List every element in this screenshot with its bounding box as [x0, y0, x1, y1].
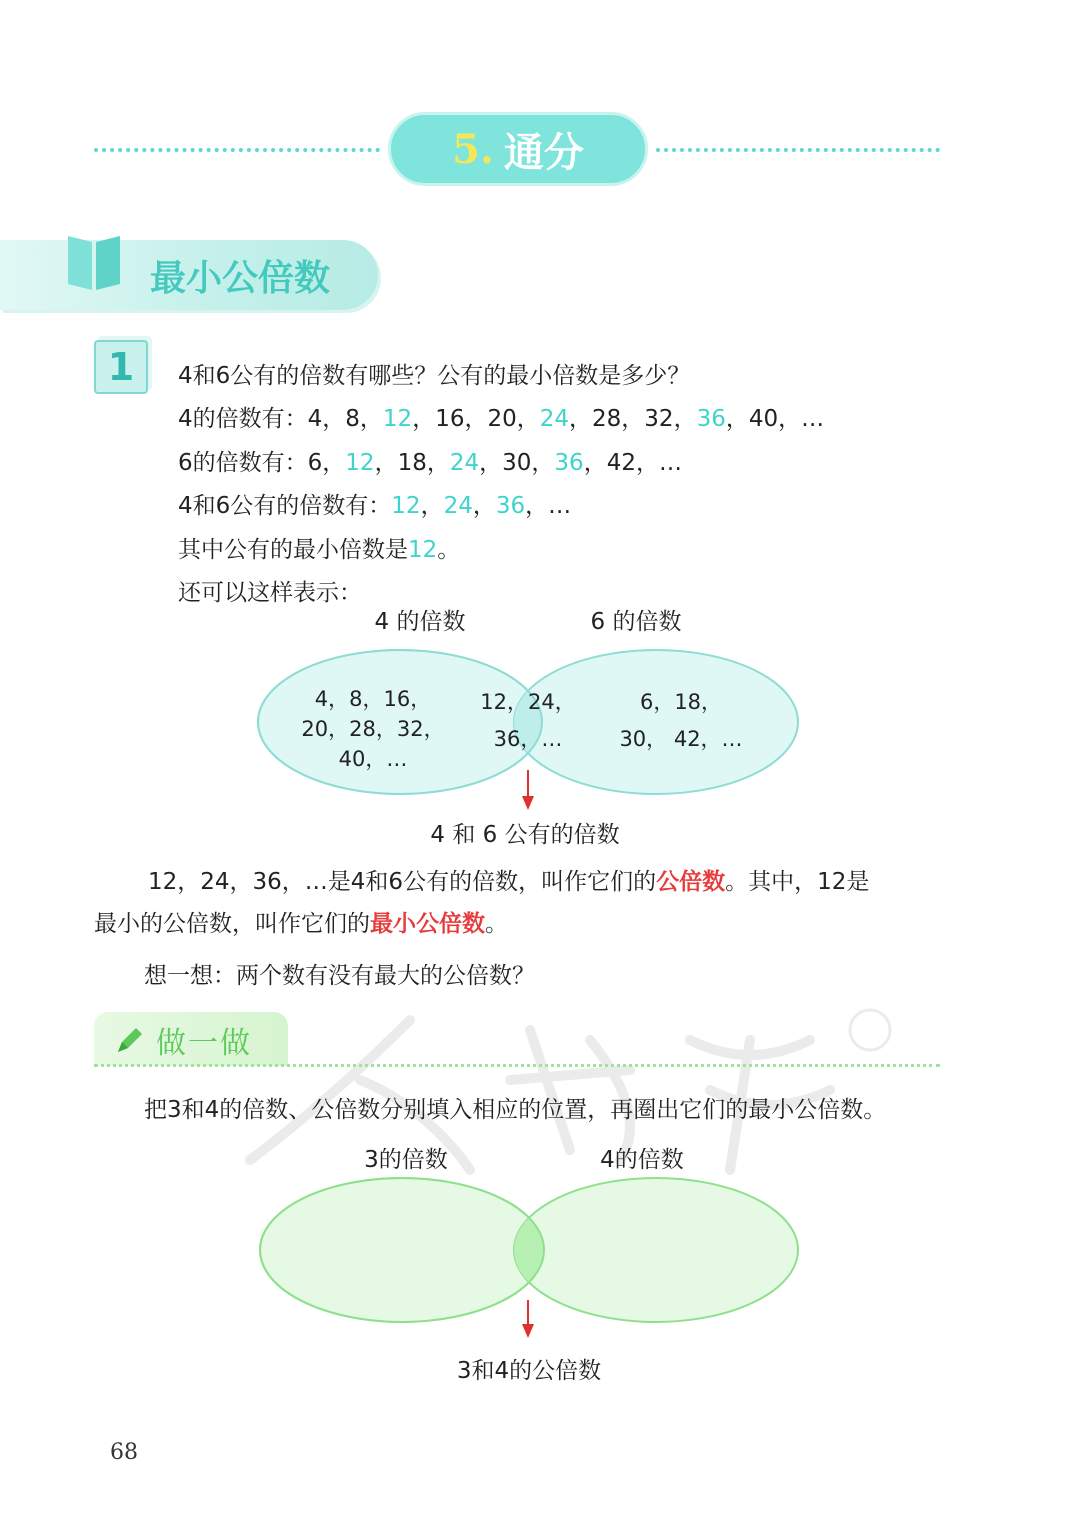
alt-representation-text: 还可以这样表示： — [178, 580, 362, 606]
definition-line-2: 最小的公倍数，叫作它们的最小公倍数。 — [94, 911, 508, 937]
common-multiples-prefix: 4和6公有的倍数有： — [178, 493, 392, 519]
m4-item-common: 12 — [382, 406, 413, 432]
m4-item: ，16，20， — [412, 406, 540, 432]
multiples-of-4-line — [178, 400, 824, 433]
venn2-label-right: 4的倍数 — [600, 1147, 684, 1173]
multiples-of-6-line — [178, 444, 682, 477]
m4-item: 8， — [345, 406, 383, 432]
pencil-icon — [114, 1024, 146, 1056]
m6-item-common: 24 — [449, 450, 480, 476]
m6-item-common: 12 — [345, 450, 375, 476]
m4-item-common: 24 — [539, 406, 570, 432]
venn1-label-right: 6 的倍数 — [590, 609, 682, 635]
multiples-of-4-prefix: 4的倍数有： — [178, 406, 308, 432]
header-dots-left — [94, 148, 380, 152]
least-common-suffix: 。 — [437, 537, 461, 563]
m6-item: 6， — [307, 450, 346, 476]
venn1-left-only: 4，8，16， 20，28，32， 40，… — [301, 687, 445, 771]
venn2-circle-right — [514, 1178, 798, 1322]
chapter-number: 5. — [452, 125, 494, 173]
example-number-badge: 1 — [94, 340, 148, 394]
multiples-of-6-prefix: 6的倍数有： — [178, 450, 308, 476]
least-common-line — [178, 531, 460, 564]
example-question: 4和6公有的倍数有哪些？公有的最小倍数是多少？ — [178, 363, 691, 389]
venn2-label-left: 3的倍数 — [364, 1147, 448, 1173]
common-item: 12 — [391, 493, 421, 519]
chapter-title-pill — [388, 112, 648, 186]
try-it-divider — [94, 1064, 940, 1067]
venn1-arrow-head — [522, 796, 534, 810]
venn1-overlap-label: 4 和 6 公有的倍数 — [430, 822, 620, 848]
common-item: 36 — [495, 493, 526, 519]
think-question: 想一想：两个数有没有最大的公倍数？ — [144, 963, 535, 989]
venn2-diagram — [250, 1170, 810, 1350]
least-common-prefix: 其中公有的最小倍数是 — [178, 537, 408, 563]
least-common-value: 12 — [408, 537, 438, 563]
try-it-instruction: 把3和4的倍数、公倍数分别填入相应的位置，再圈出它们的最小公倍数。 — [144, 1097, 887, 1123]
publisher-watermark — [210, 1000, 910, 1180]
common-sep: ， — [420, 493, 444, 519]
venn1-right-only: 6，18， 30， 42，… — [619, 690, 743, 751]
venn2-arrow-head — [522, 1324, 534, 1338]
common-sep: ， — [472, 493, 496, 519]
m4-item: ，28，32， — [569, 406, 697, 432]
chapter-title: 通分 — [503, 128, 584, 176]
term-least-common-multiple: 最小公倍数 — [370, 911, 485, 937]
venn1-label-left: 4 的倍数 — [374, 609, 466, 635]
book-icon — [64, 230, 124, 294]
term-common-multiple: 公倍数 — [656, 869, 726, 895]
m4-item: 4， — [307, 406, 346, 432]
m4-item-common: 36 — [696, 406, 726, 432]
page-number: 68 — [110, 1440, 138, 1465]
m4-item: ，40，… — [725, 406, 825, 432]
definition-line-1: 12，24，36，…是4和6公有的倍数，叫作它们的公倍数。其中，12是 — [148, 869, 870, 895]
m6-item: ，42，… — [583, 450, 682, 476]
m6-item: ，18， — [374, 450, 450, 476]
section-title: 最小公倍数 — [150, 257, 331, 299]
venn1-overlap-values: 12，24， 36，… — [480, 690, 576, 751]
common-sep: ，… — [525, 493, 572, 519]
common-item: 24 — [443, 493, 473, 519]
common-multiples-line — [178, 487, 571, 520]
venn2-overlap-label: 3和4的公倍数 — [456, 1358, 602, 1384]
header-dots-right — [656, 148, 940, 152]
m6-item: ，30， — [479, 450, 555, 476]
m6-item-common: 36 — [554, 450, 584, 476]
try-it-title: 做一做 — [156, 1026, 252, 1061]
